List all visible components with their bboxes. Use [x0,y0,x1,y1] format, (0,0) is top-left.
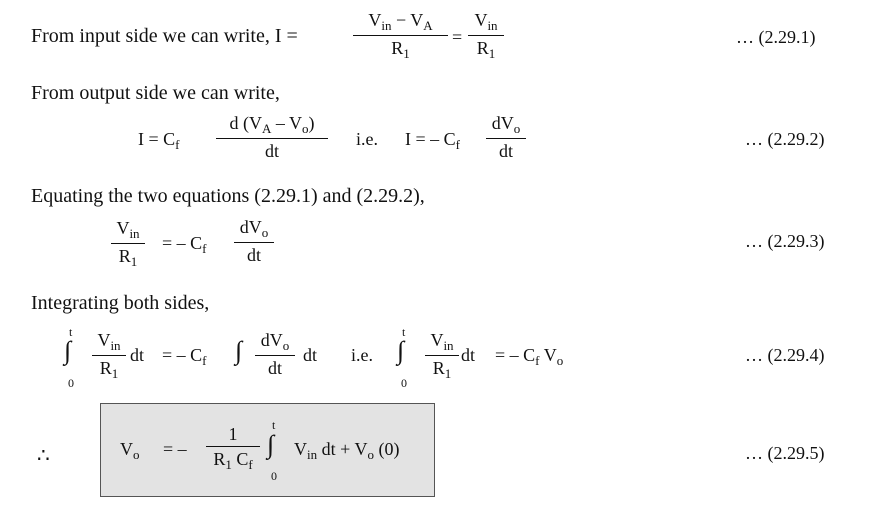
integrating-statement: Integrating both sides, [31,292,210,314]
fraction-bar [425,355,459,356]
input-side-statement: From input side we can write, I = [31,25,298,47]
ie-text: i.e. [351,345,373,365]
fraction-vin-over-r1 [468,11,504,60]
fraction-bar [255,355,295,356]
denominator: dt [498,141,513,161]
denominator: dt [267,358,282,378]
fraction-bar [111,243,145,244]
dt-text: dt [303,345,318,365]
fraction-dvo-over-dt [486,114,526,160]
fraction-bar [92,355,126,356]
fraction-vin-over-r1 [92,331,126,380]
integral-sign: ∫ [397,336,405,365]
fraction-vin-over-r1 [425,331,459,380]
denominator: $R_1$ [99,358,119,381]
numerator: $V_{in}$ [474,10,498,33]
eq3-middle: = – $C_f$ [162,233,207,256]
equation-number-2-29-4: … (2.29.4) [745,345,825,365]
denominator: $R_1$ [432,358,452,381]
numerator: 1 [228,424,238,444]
numerator: $V_{in}$ [116,218,140,241]
eq4-rhs: = – $C_f$ $V_o$ [495,345,564,368]
integral-sign: ∫ [267,430,275,459]
fraction-d-va-minus-vo-over-dt [216,114,328,160]
dt-text: dt [461,345,476,365]
fraction-bar [216,138,328,139]
fraction-vin-over-r1 [111,219,145,268]
fraction-bar [234,242,274,243]
denominator: $R_1$ [476,38,496,61]
equation-number-2-29-2: … (2.29.2) [745,129,825,149]
lower-limit: 0 [68,376,74,390]
ie-text: i.e. [356,129,378,149]
numerator: $dV_o$ [491,113,521,136]
eq5-lhs: $V_o$ [120,439,140,462]
denominator: $R_1$ [391,38,410,61]
eq5-equals: = – [163,439,187,459]
numerator: $V_{in}$ [97,330,121,353]
fraction-bar [468,35,504,36]
denominator: dt [264,141,279,161]
fraction-vin-minus-va-over-r1 [353,11,448,60]
fraction-bar [206,446,260,447]
upper-limit: t [402,325,406,339]
output-side-statement: From output side we can write, [31,82,280,104]
therefore-symbol: ∴ [37,445,50,467]
fraction-1-over-r1-cf [206,425,260,471]
equation-number-2-29-1: … (2.29.1) [736,27,816,47]
denominator: $R_1$ [118,246,138,269]
dt-text: dt [130,345,145,365]
fraction-dvo-over-dt [255,331,295,377]
eq4-middle: = – $C_f$ [162,345,207,368]
numerator: $V_{in}$ [430,330,454,353]
integral-sign: ∫ [235,336,243,365]
numerator: d $(V_A - V_o)$ [229,113,315,136]
denominator: dt [246,245,261,265]
upper-limit: t [69,325,73,339]
integral-sign: ∫ [64,336,72,365]
equating-statement: Equating the two equations (2.29.1) and (2.29.2), [31,185,425,207]
fraction-bar [353,35,448,36]
equals-sign: = [452,27,463,47]
fraction-bar [486,138,526,139]
numerator: $dV_o$ [260,330,290,353]
lower-limit: 0 [401,376,407,390]
equation-number-2-29-3: … (2.29.3) [745,231,825,251]
lower-limit: 0 [271,469,277,483]
numerator: $dV_o$ [239,217,269,240]
numerator: $V_{in} - V_A$ [368,10,433,33]
eq2-rhs: I = – $C_f$ [405,129,460,152]
eq5-integrand: $V_{in}$ dt + $V_o$ (0) [294,439,400,462]
equation-number-2-29-5: … (2.29.5) [745,443,825,463]
denominator: $R_1$ $C_f$ [213,449,253,472]
upper-limit: t [272,418,276,432]
fraction-dvo-over-dt [234,218,274,264]
eq2-lhs: $I = C_f$ [138,129,180,152]
